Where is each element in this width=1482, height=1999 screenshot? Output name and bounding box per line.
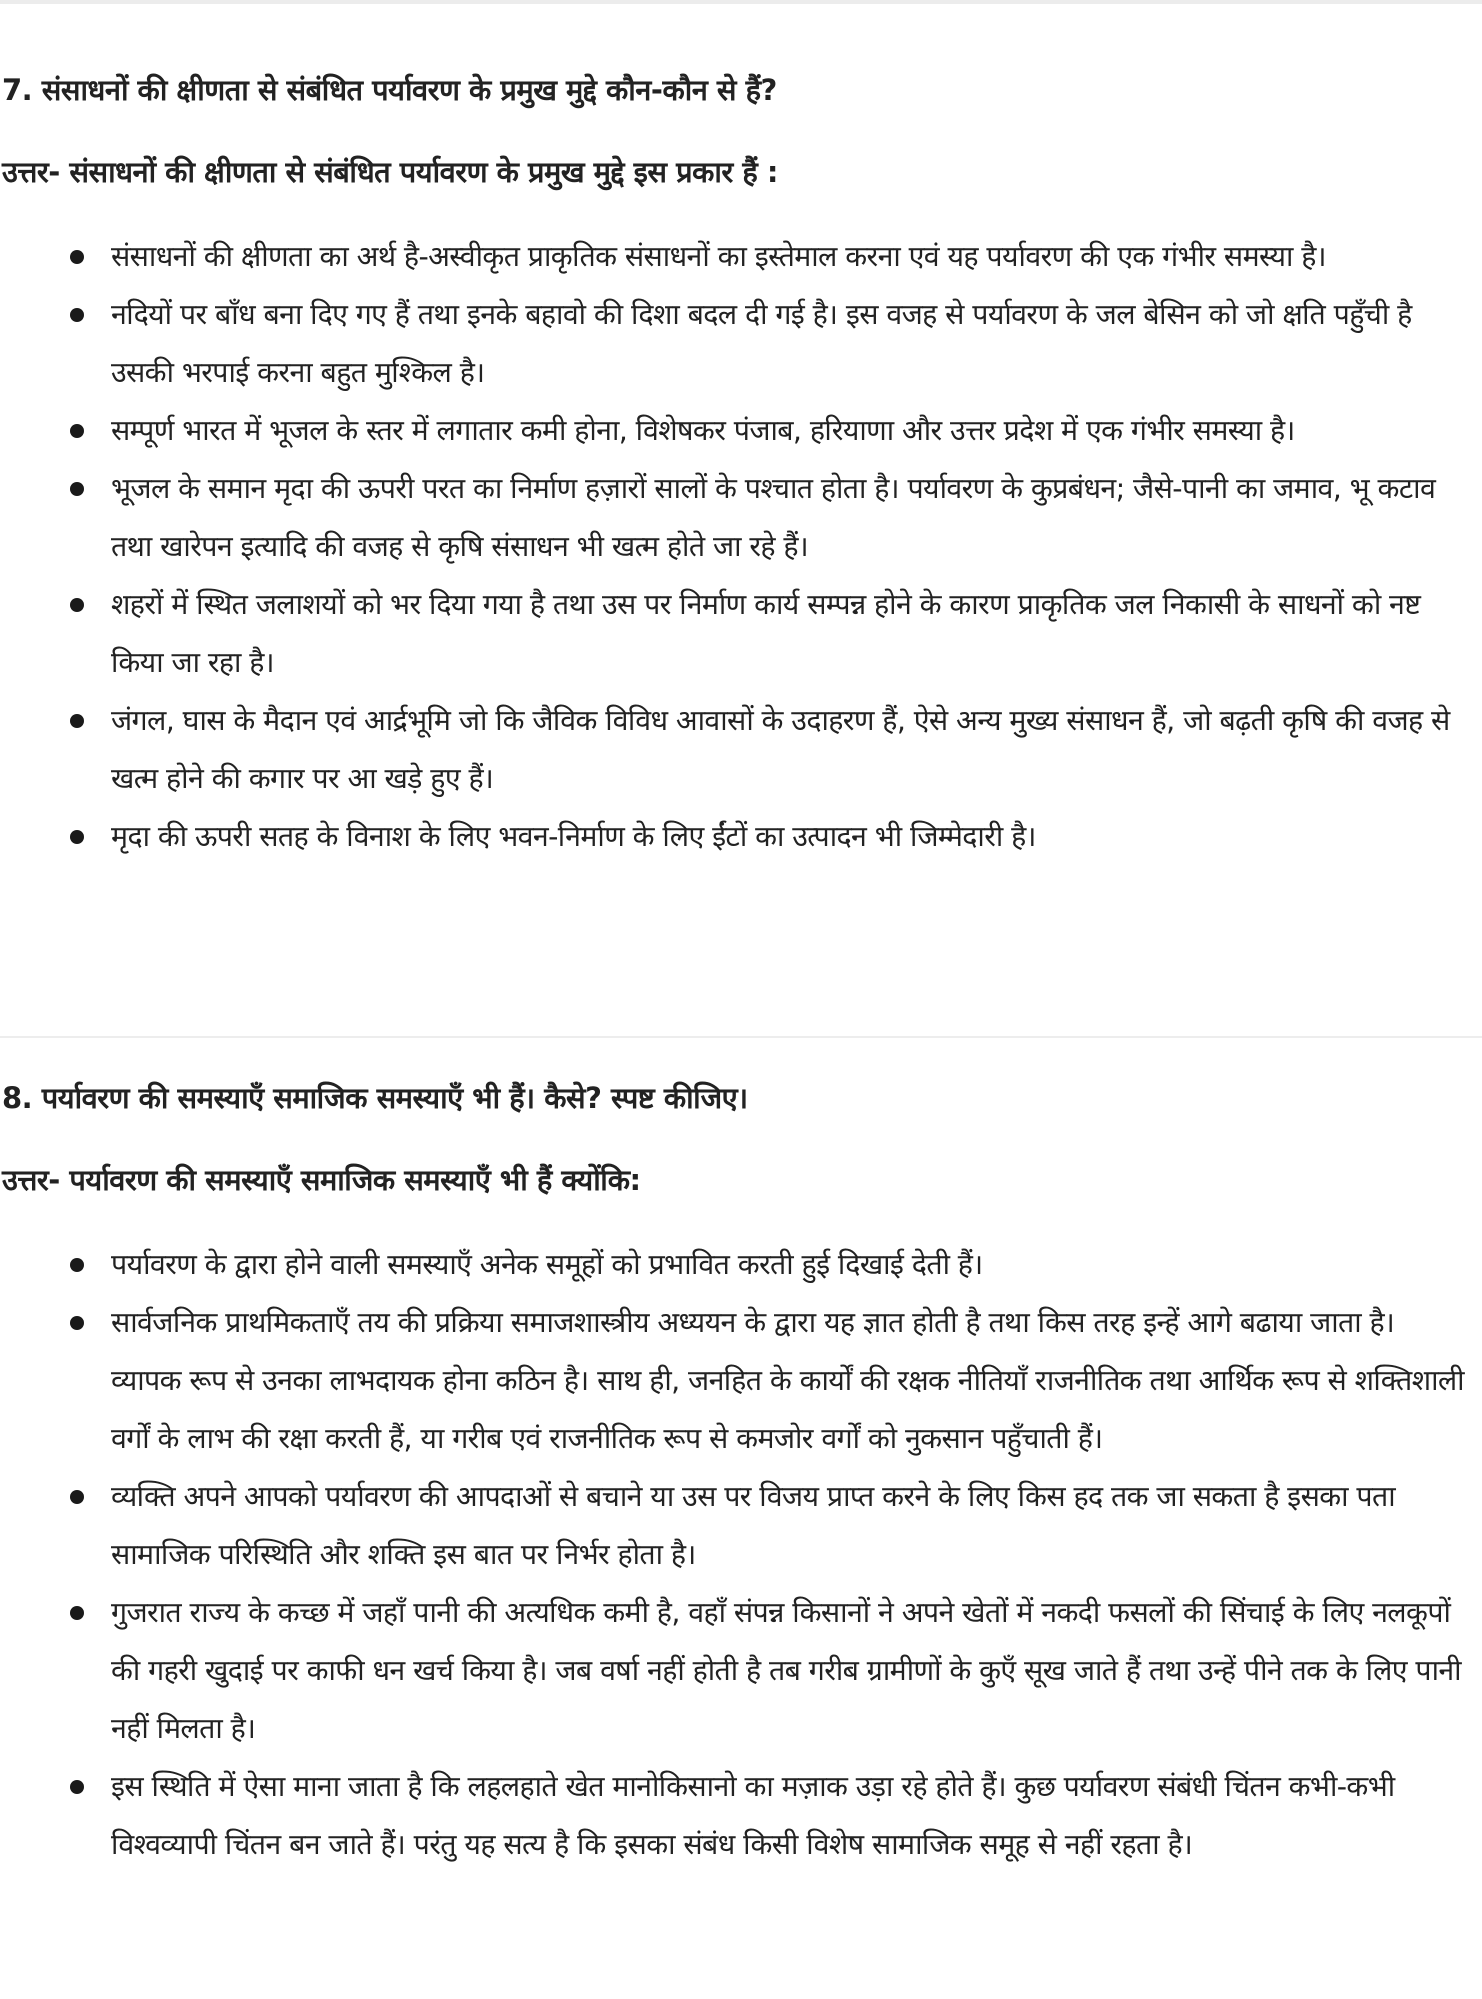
list-item xyxy=(0,692,1482,808)
section-divider xyxy=(0,1036,1482,1038)
list-item-text: नदियों पर बाँध बना दिए गए हैं तथा इनके बहावो की दिशा बदल दी गई है। इस वजह से पर्यावरण के जल बेसिन को जो क्षति पहुँची है उसकी भरपाई करना बहुत मुश्किल है। xyxy=(111,298,1412,389)
answer-8-intro: उत्तर- पर्यावरण की समस्याएँ समाजिक समस्याएँ भी हैं क्योंकि: xyxy=(2,1163,641,1197)
top-divider xyxy=(0,0,1482,4)
answer-8-bullet-list xyxy=(0,1236,1482,1874)
list-item xyxy=(0,1294,1482,1468)
list-item-text: भूजल के समान मृदा की ऊपरी परत का निर्माण हज़ारों सालों के पश्चात होता है। पर्यावरण के कुप्रबंधन; जैसे-पानी का जमाव, भू कटाव तथा खारेपन इत्यादि की वजह से कृषि संसाधन भी खत्म होते जा रहे हैं। xyxy=(111,472,1436,563)
list-item-text: संसाधनों की क्षीणता का अर्थ है-अस्वीकृत प्राकृतिक संसाधनों का इस्तेमाल करना एवं यह पर्यावरण की एक गंभीर समस्या है। xyxy=(111,240,1327,273)
list-item xyxy=(0,228,1482,286)
list-item-text: इस स्थिति में ऐसा माना जाता है कि लहलहाते खेत मानोकिसानो का मज़ाक उड़ा रहे होते हैं। कुछ पर्यावरण संबंधी चिंतन कभी-कभी विश्वव्यापी चिंतन बन जाते हैं। परंतु यह सत्य है कि इसका संबंध किसी विशेष सामाजिक समूह से नहीं रहता है। xyxy=(111,1770,1395,1861)
bullet-icon xyxy=(70,1316,84,1330)
list-item xyxy=(0,1758,1482,1874)
list-item xyxy=(0,1236,1482,1294)
bullet-icon xyxy=(70,1258,84,1272)
bullet-icon xyxy=(70,1606,84,1620)
bullet-icon xyxy=(70,1780,84,1794)
list-item-text: गुजरात राज्य के कच्छ में जहाँ पानी की अत्यधिक कमी है, वहाँ संपन्न किसानों ने अपने खेतों में नकदी फसलों की सिंचाई के लिए नलकूपों की गहरी खुदाई पर काफी धन खर्च किया है। जब वर्षा नहीं होती है तब गरीब ग्रामीणों के कुएँ सूख जाते हैं तथा उन्हें पीने तक के लिए पानी नहीं मिलता है। xyxy=(111,1596,1461,1745)
list-item xyxy=(0,1584,1482,1758)
list-item-text: सार्वजनिक प्राथमिकताएँ तय की प्रक्रिया समाजशास्त्रीय अध्ययन के द्वारा यह ज्ञात होती है तथा किस तरह इन्हें आगे बढाया जाता है। व्यापक रूप से उनका लाभदायक होना कठिन है। साथ ही, जनहित के कार्यों की रक्षक नीतियाँ राजनीतिक तथा आर्थिक रूप से शक्तिशाली वर्गों के लाभ की रक्षा करती हैं, या गरीब एवं राजनीतिक रूप से कमजोर वर्गों को नुकसान पहुँचाती हैं। xyxy=(111,1306,1464,1455)
question-7-heading: 7. संसाधनों की क्षीणता से संबंधित पर्यावरण के प्रमुख मुद्दे कौन-कौन से हैं? xyxy=(2,73,777,107)
bullet-icon xyxy=(70,714,84,728)
bullet-icon xyxy=(70,424,84,438)
question-8-section xyxy=(0,1070,1482,1874)
question-7-section xyxy=(0,62,1482,866)
bullet-icon xyxy=(70,830,84,844)
list-item-text: पर्यावरण के द्वारा होने वाली समस्याएँ अनेक समूहों को प्रभावित करती हुई दिखाई देती हैं। xyxy=(111,1248,983,1281)
list-item-text: व्यक्ति अपने आपको पर्यावरण की आपदाओं से बचाने या उस पर विजय प्राप्त करने के लिए किस हद तक जा सकता है इसका पता सामाजिक परिस्थिति और शक्ति इस बात पर निर्भर होता है। xyxy=(111,1480,1395,1571)
list-item xyxy=(0,460,1482,576)
answer-7-intro: उत्तर- संसाधनों की क्षीणता से संबंधित पर्यावरण के प्रमुख मुद्दे इस प्रकार हैं : xyxy=(2,155,778,189)
question-8-heading: 8. पर्यावरण की समस्याएँ समाजिक समस्याएँ भी हैं। कैसे? स्पष्ट कीजिए। xyxy=(2,1081,748,1115)
list-item xyxy=(0,576,1482,692)
list-item xyxy=(0,808,1482,866)
bullet-icon xyxy=(70,482,84,496)
bullet-icon xyxy=(70,1490,84,1504)
list-item-text: जंगल, घास के मैदान एवं आर्द्रभूमि जो कि जैविक विविध आवासों के उदाहरण हैं, ऐसे अन्य मुख्य संसाधन हैं, जो बढ़ती कृषि की वजह से खत्म होने की कगार पर आ खड़े हुए हैं। xyxy=(111,704,1450,795)
list-item xyxy=(0,1468,1482,1584)
list-item-text: शहरों में स्थित जलाशयों को भर दिया गया है तथा उस पर निर्माण कार्य सम्पन्न होने के कारण प्राकृतिक जल निकासी के साधनों को नष्ट किया जा रहा है। xyxy=(111,588,1421,679)
list-item xyxy=(0,286,1482,402)
answer-7-bullet-list xyxy=(0,228,1482,866)
bullet-icon xyxy=(70,598,84,612)
list-item-text: सम्पूर्ण भारत में भूजल के स्तर में लगातार कमी होना, विशेषकर पंजाब, हरियाणा और उत्तर प्रदेश में एक गंभीर समस्या है। xyxy=(111,414,1295,447)
bullet-icon xyxy=(70,308,84,322)
bullet-icon xyxy=(70,250,84,264)
list-item xyxy=(0,402,1482,460)
list-item-text: मृदा की ऊपरी सतह के विनाश के लिए भवन-निर्माण के लिए ईंटों का उत्पादन भी जिम्मेदारी है। xyxy=(111,820,1036,853)
